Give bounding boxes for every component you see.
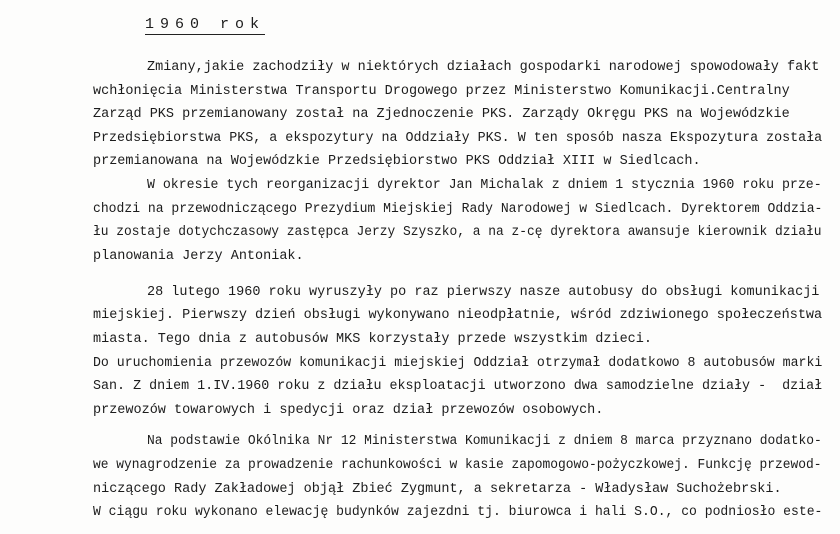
text-line: niczącego Rady Zakładowej objął Zbieć Zygmunt, a sekretarza - Władysław Suchożebrski. bbox=[93, 482, 782, 497]
text-line: we wynagrodzenie za prowadzenie rachunkowości w kasie zapomogowo-pożyczkowej. Funkcję przewod- bbox=[93, 458, 822, 473]
text-line: łu zostaje dotychczasowy zastępca Jerzy Szyszko, a na z-cę dyrektora awansuje kierownik działu bbox=[93, 225, 822, 240]
text-line: Zmiany,jakie zachodziły w niektórych działach gospodarki narodowej spowodowały fakt bbox=[147, 60, 820, 75]
text-line: przewozów towarowych i spedycji oraz dział przewozów osobowych. bbox=[93, 403, 604, 418]
text-line: W ciągu roku wykonano elewację budynków zajezdni tj. biurowca i hali S.O., co podniosło este- bbox=[93, 505, 823, 520]
text-line: Na podstawie Okólnika Nr 12 Ministerstwa Komunikacji z dniem 8 marca przyznano dodatko- bbox=[147, 434, 822, 449]
text-line: 28 lutego 1960 roku wyruszyły po raz pierwszy nasze autobusy do obsługi komunikacji bbox=[147, 285, 820, 300]
page-heading: 1960 rok bbox=[145, 16, 266, 33]
text-line: planowania Jerzy Antoniak. bbox=[93, 249, 304, 264]
text-line: W okresie tych reorganizacji dyrektor Jan Michalak z dniem 1 stycznia 1960 roku prze- bbox=[147, 178, 822, 193]
text-line: przemianowana na Wojewódzkie Przedsiębiorstwo PKS Oddział XIII w Siedlcach. bbox=[93, 154, 701, 169]
text-line: miasta. Tego dnia z autobusów MKS korzystały przede wszystkim dzieci. bbox=[93, 332, 652, 347]
text-line: wchłonięcia Ministerstwa Transportu Drogowego przez Ministerstwo Komunikacji.Centralny bbox=[93, 84, 790, 99]
text-line: miejskiej. Pierwszy dzień obsługi wykonywano nieodpłatnie, wśród zdziwionego społeczeństwa bbox=[93, 308, 823, 323]
text-line: Przedsiębiorstwa PKS, a ekspozytury na Oddziały PKS. W ten sposób nasza Ekspozytura została bbox=[93, 131, 823, 146]
text-line: San. Z dniem 1.IV.1960 roku z działu eksploatacji utworzono dwa samodzielne działy - dział bbox=[93, 379, 823, 394]
text-line: Do uruchomienia przewozów komunikacji miejskiej Oddział otrzymał dodatkowo 8 autobusów marki bbox=[93, 356, 823, 371]
text-line: Zarząd PKS przemianowany został na Zjednoczenie PKS. Zarządy Okręgu PKS na Wojewódzkie bbox=[93, 107, 790, 122]
text-line: chodzi na przewodniczącego Prezydium Miejskiej Rady Narodowej w Siedlcach. Dyrektorem Oddzia- bbox=[93, 202, 823, 217]
